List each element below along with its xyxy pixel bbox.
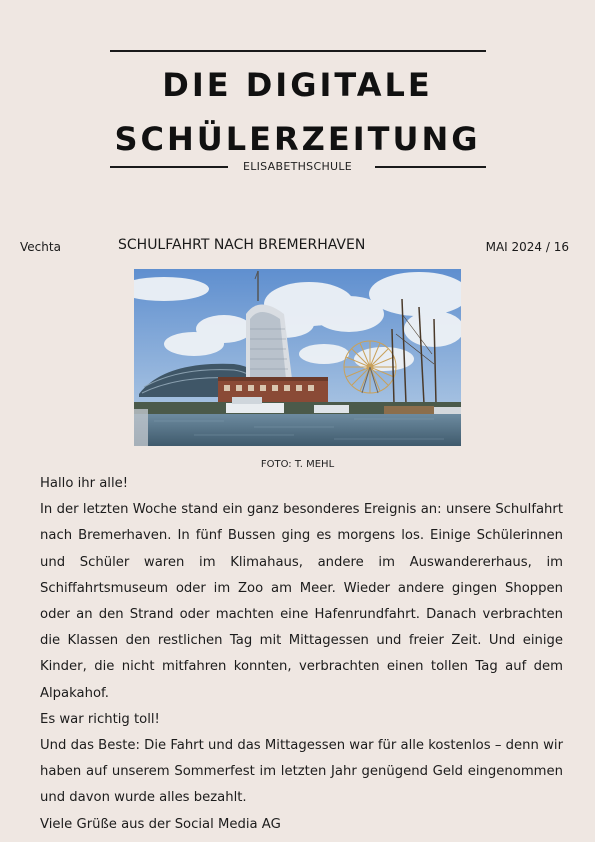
article-city: Vechta [20, 240, 61, 254]
article-headline: SCHULFAHRT NACH BREMERHAVEN [118, 237, 366, 253]
masthead-top-rule [110, 50, 486, 52]
article-body [40, 471, 563, 838]
masthead-title-line1: DIE DIGITALE [162, 66, 433, 104]
article-paragraph-3: Und das Beste: Die Fahrt und das Mittagessen war für alle kostenlos – denn wir haben auf unserem Sommerfest im letzten Jahr genügend Geld eingenommen und davon wurde alles bezahlt. [40, 738, 563, 806]
masthead-title [0, 58, 595, 166]
article-closing: Viele Grüße aus der Social Media AG [40, 816, 281, 832]
railing [134, 409, 148, 446]
article-greeting: Hallo ihr alle! [40, 476, 129, 491]
harbor-photo [134, 269, 461, 446]
masthead-right-rule [375, 166, 486, 168]
ferris-wheel [344, 341, 396, 393]
issue-label: MAI 2024 / 16 [485, 240, 569, 254]
school-name: ELISABETHSCHULE [242, 160, 353, 173]
masthead-title-line2: SCHÜLERZEITUNG [114, 120, 481, 158]
article-paragraph-1: In der letzten Woche stand ein ganz besonderes Ereignis an: unsere Schulfahrt nach Bremerhaven. In fünf Bussen ging es morgens los. Einige Schülerinnen und Schüler waren im Klimahaus, andere im Auswandererhaus, im Schiffahrtsmuseum oder im Zoo am Meer. Wieder andere gingen Shoppen oder an den Strand oder machten eine Hafenrundfahrt. Danach verbrachten die Klassen den restlichen Tag mit Mittagessen und freier Zeit. Und einige Kinder, die nicht mitfahren konnten, verbrachten einen tollen Tag auf dem Alpakahof. [40, 502, 563, 701]
photo-credit: FOTO: T. MEHL [260, 459, 335, 470]
article-paragraph-2: Es war richtig toll! [40, 711, 160, 727]
